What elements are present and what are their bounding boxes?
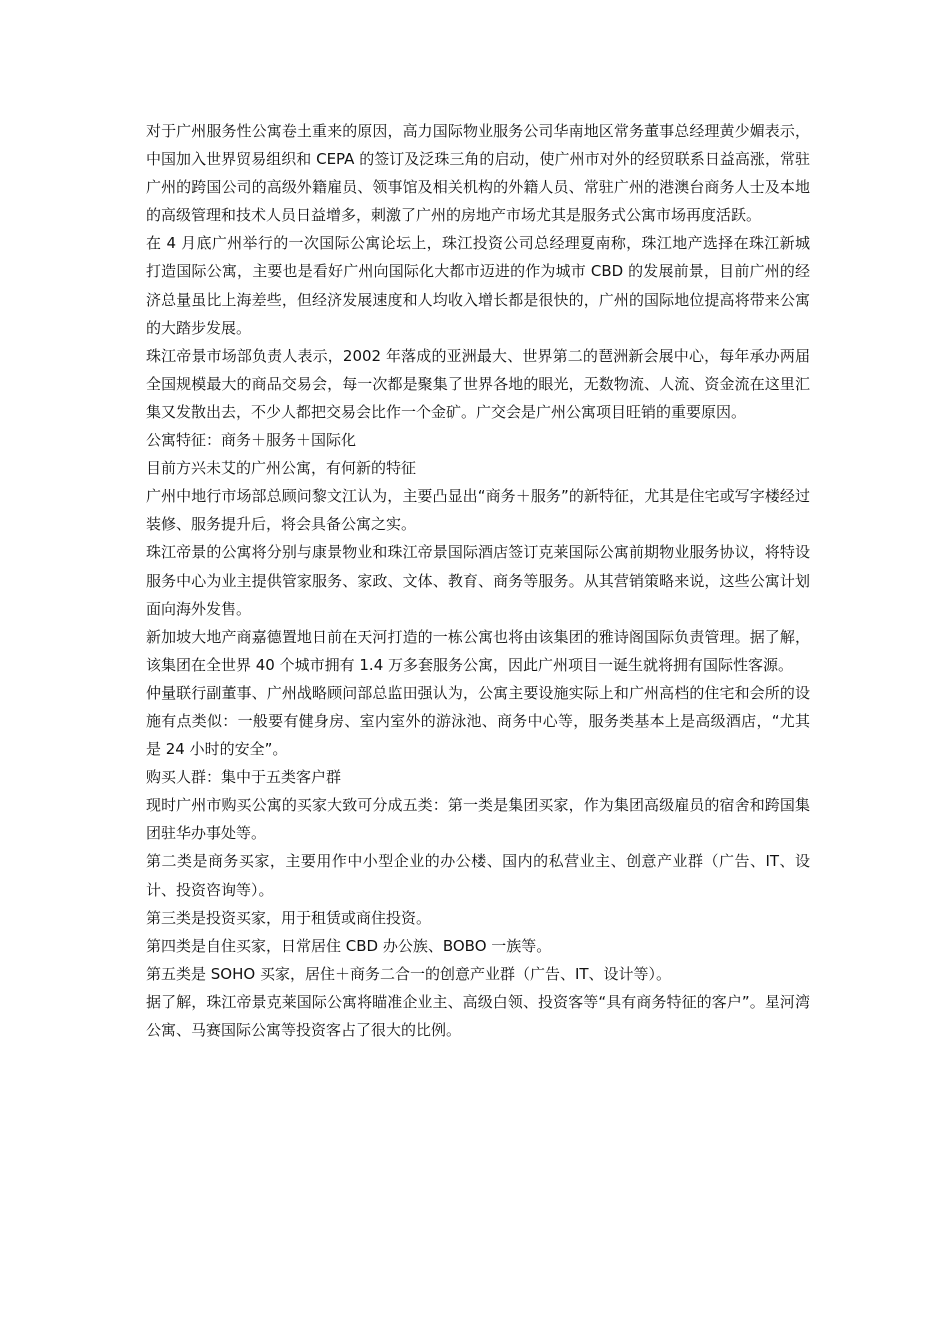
- section-heading-buyers: 购买人群：集中于五类客户群: [146, 768, 342, 787]
- paragraph-14: 据了解，珠江帝景克莱国际公寓将瞄准企业主、高级白领、投资客等“具有商务特征的客户”。星河湾公寓、马赛国际公寓等投资客占了很大的比例。: [146, 992, 810, 1039]
- paragraph-3: 珠江帝景市场部负责人表示，2002 年落成的亚洲最大、世界第二的琶洲新会展中心，每年承办两届全国规模最大的商品交易会，每一次都是聚集了世界各地的眼光，无数物流、人流、资金流在这里汇集又发散出去，不少人都把交易会比作一个金矿。广交会是广州公寓项目旺销的重要原因。: [146, 346, 810, 421]
- paragraph-6: 珠江帝景的公寓将分别与康景物业和珠江帝景国际酒店签订克莱国际公寓前期物业服务协议，将特设服务中心为业主提供管家服务、家政、文体、教育、商务等服务。从其营销策略来说，这些公寓计划面向海外发售。: [146, 543, 810, 618]
- article-body: [146, 117, 810, 1044]
- paragraph-8: 仲量联行副董事、广州战略顾问部总监田强认为，公寓主要设施实际上和广州高档的住宅和会所的设施有点类似：一般要有健身房、室内室外的游泳池、商务中心等，服务类基本上是高级酒店，“尤其是 24 小时的安全”。: [146, 683, 810, 759]
- paragraph-11: 第三类是投资买家，用于租赁或商住投资。: [146, 908, 432, 927]
- paragraph-7: 新加坡大地产商嘉德置地日前在天河打造的一栋公寓也将由该集团的雅诗阁国际负责管理。据了解，该集团在全世界 40 个城市拥有 1.4 万多套服务公寓，因此广州项目一诞生就将拥有国际性客源。: [146, 627, 810, 674]
- paragraph-10: 第二类是商务买家，主要用作中小型企业的办公楼、国内的私营业主、创意产业群（广告、IT、设计、投资咨询等）。: [146, 852, 810, 899]
- paragraph-12: 第四类是自住买家，日常居住 CBD 办公族、BOBO 一族等。: [146, 936, 552, 955]
- paragraph-4: 目前方兴未艾的广州公寓，有何新的特征: [146, 459, 417, 478]
- paragraph-2: 在 4 月底广州举行的一次国际公寓论坛上，珠江投资公司总经理夏南称，珠江地产选择在珠江新城打造国际公寓，主要也是看好广州向国际化大都市迈进的作为城市 CBD 的发展前景，目前广州的经济总量虽比上海差些，但经济发展速度和人均收入增长都是很快的，广州的国际地位提高将带来公寓的大踏步发展。: [146, 234, 810, 337]
- paragraph-1: 对于广州服务性公寓卷土重来的原因，高力国际物业服务公司华南地区常务董事总经理黄少媚表示，中国加入世界贸易组织和 CEPA 的签订及泛珠三角的启动，使广州市对外的经贸联系日益高涨，常驻广州的跨国公司的高级外籍雇员、领事馆及相关机构的外籍人员、常驻广州的港澳台商务人士及本地的高级管理和技术人员日益增多，刺激了广州的房地产市场尤其是服务式公寓市场再度活跃。: [146, 122, 810, 225]
- paragraph-13: 第五类是 SOHO 买家，居住＋商务二合一的创意产业群（广告、IT、设计等）。: [146, 964, 672, 983]
- paragraph-5: 广州中地行市场部总顾问黎文江认为，主要凸显出“商务＋服务”的新特征，尤其是住宅或写字楼经过装修、服务提升后，将会具备公寓之实。: [146, 487, 810, 534]
- paragraph-9: 现时广州市购买公寓的买家大致可分成五类：第一类是集团买家，作为集团高级雇员的宿舍和跨国集团驻华办事处等。: [146, 796, 810, 843]
- section-heading-features: 公寓特征：商务＋服务＋国际化: [146, 431, 357, 450]
